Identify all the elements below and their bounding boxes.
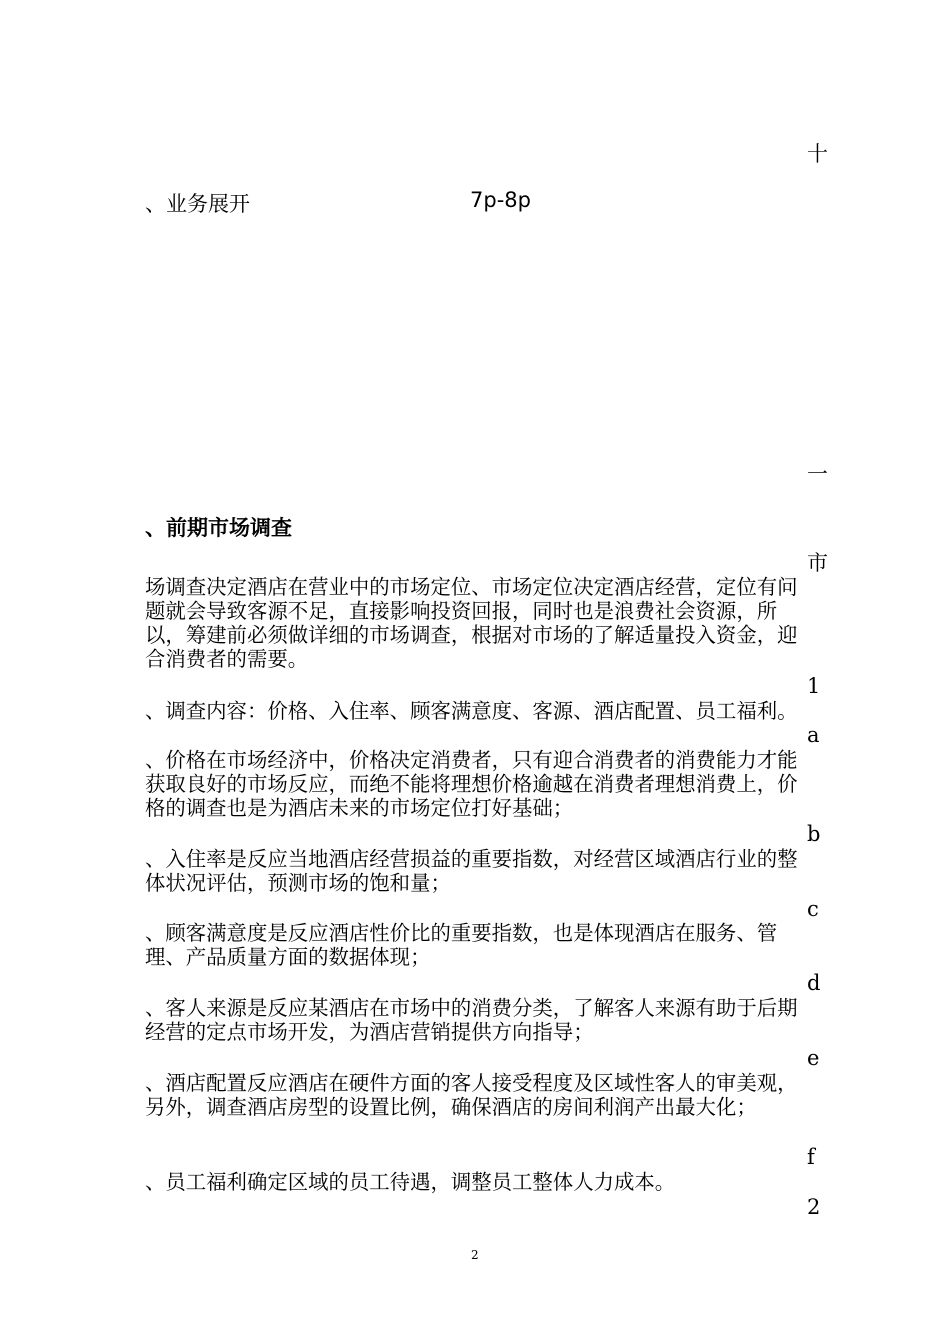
occupancy-item: 、入住率是反应当地酒店经营损益的重要指数，对经营区域酒店行业的整体状况评估，预测市场的饱和量； (145, 847, 798, 895)
hotel-config-item: 、酒店配置反应酒店在硬件方面的客人接受程度及区域性客人的审美观，另外，调查酒店房型的设置比例，确保酒店的房间利润产出最大化； (145, 1071, 798, 1119)
toc-item-label: 、业务展开 (145, 192, 250, 216)
margin-marker-b: b (807, 822, 821, 846)
margin-marker-f: f (807, 1145, 815, 1169)
margin-marker-2: 2 (807, 1195, 821, 1219)
staff-welfare-item: 、员工福利确定区域的员工待遇，调整员工整体人力成本。 (145, 1170, 676, 1194)
margin-marker-1: 1 (807, 674, 821, 698)
margin-marker-a: a (807, 723, 820, 747)
toc-item-pages: 7p-8p (470, 188, 531, 212)
margin-marker-d: d (807, 971, 821, 995)
satisfaction-item: 、顾客满意度是反应酒店性价比的重要指数，也是体现酒店在服务、管理、产品质量方面的数据体现； (145, 921, 778, 969)
margin-marker-ten: 十 (807, 142, 828, 166)
price-item: 、价格在市场经济中，价格决定消费者，只有迎合消费者的消费能力才能获取良好的市场反应，而绝不能将理想价格逾越在消费者理想消费上，价格的调查也是为酒店未来的市场定位打好基础； (145, 748, 798, 820)
margin-marker-shi: 市 (807, 551, 828, 575)
guest-source-item: 、客人来源是反应某酒店在市场中的消费分类，了解客人来源有助于后期经营的定点市场开发，为酒店营销提供方向指导； (145, 996, 798, 1044)
page-number: 2 (471, 1248, 479, 1262)
section-heading: 、前期市场调查 (145, 516, 292, 540)
margin-marker-c: c (807, 897, 819, 921)
intro-paragraph: 场调查决定酒店在营业中的市场定位、市场定位决定酒店经营，定位有问题就会导致客源不足，直接影响投资回报，同时也是浪费社会资源，所以，筹建前必须做详细的市场调查，根据对市场的了解适量投入资金，迎合消费者的需要。 (145, 575, 798, 671)
margin-marker-one: 一 (807, 462, 828, 486)
survey-content-item: 、调查内容：价格、入住率、顾客满意度、客源、酒店配置、员工福利。 (145, 699, 798, 723)
margin-marker-e: e (807, 1046, 820, 1070)
